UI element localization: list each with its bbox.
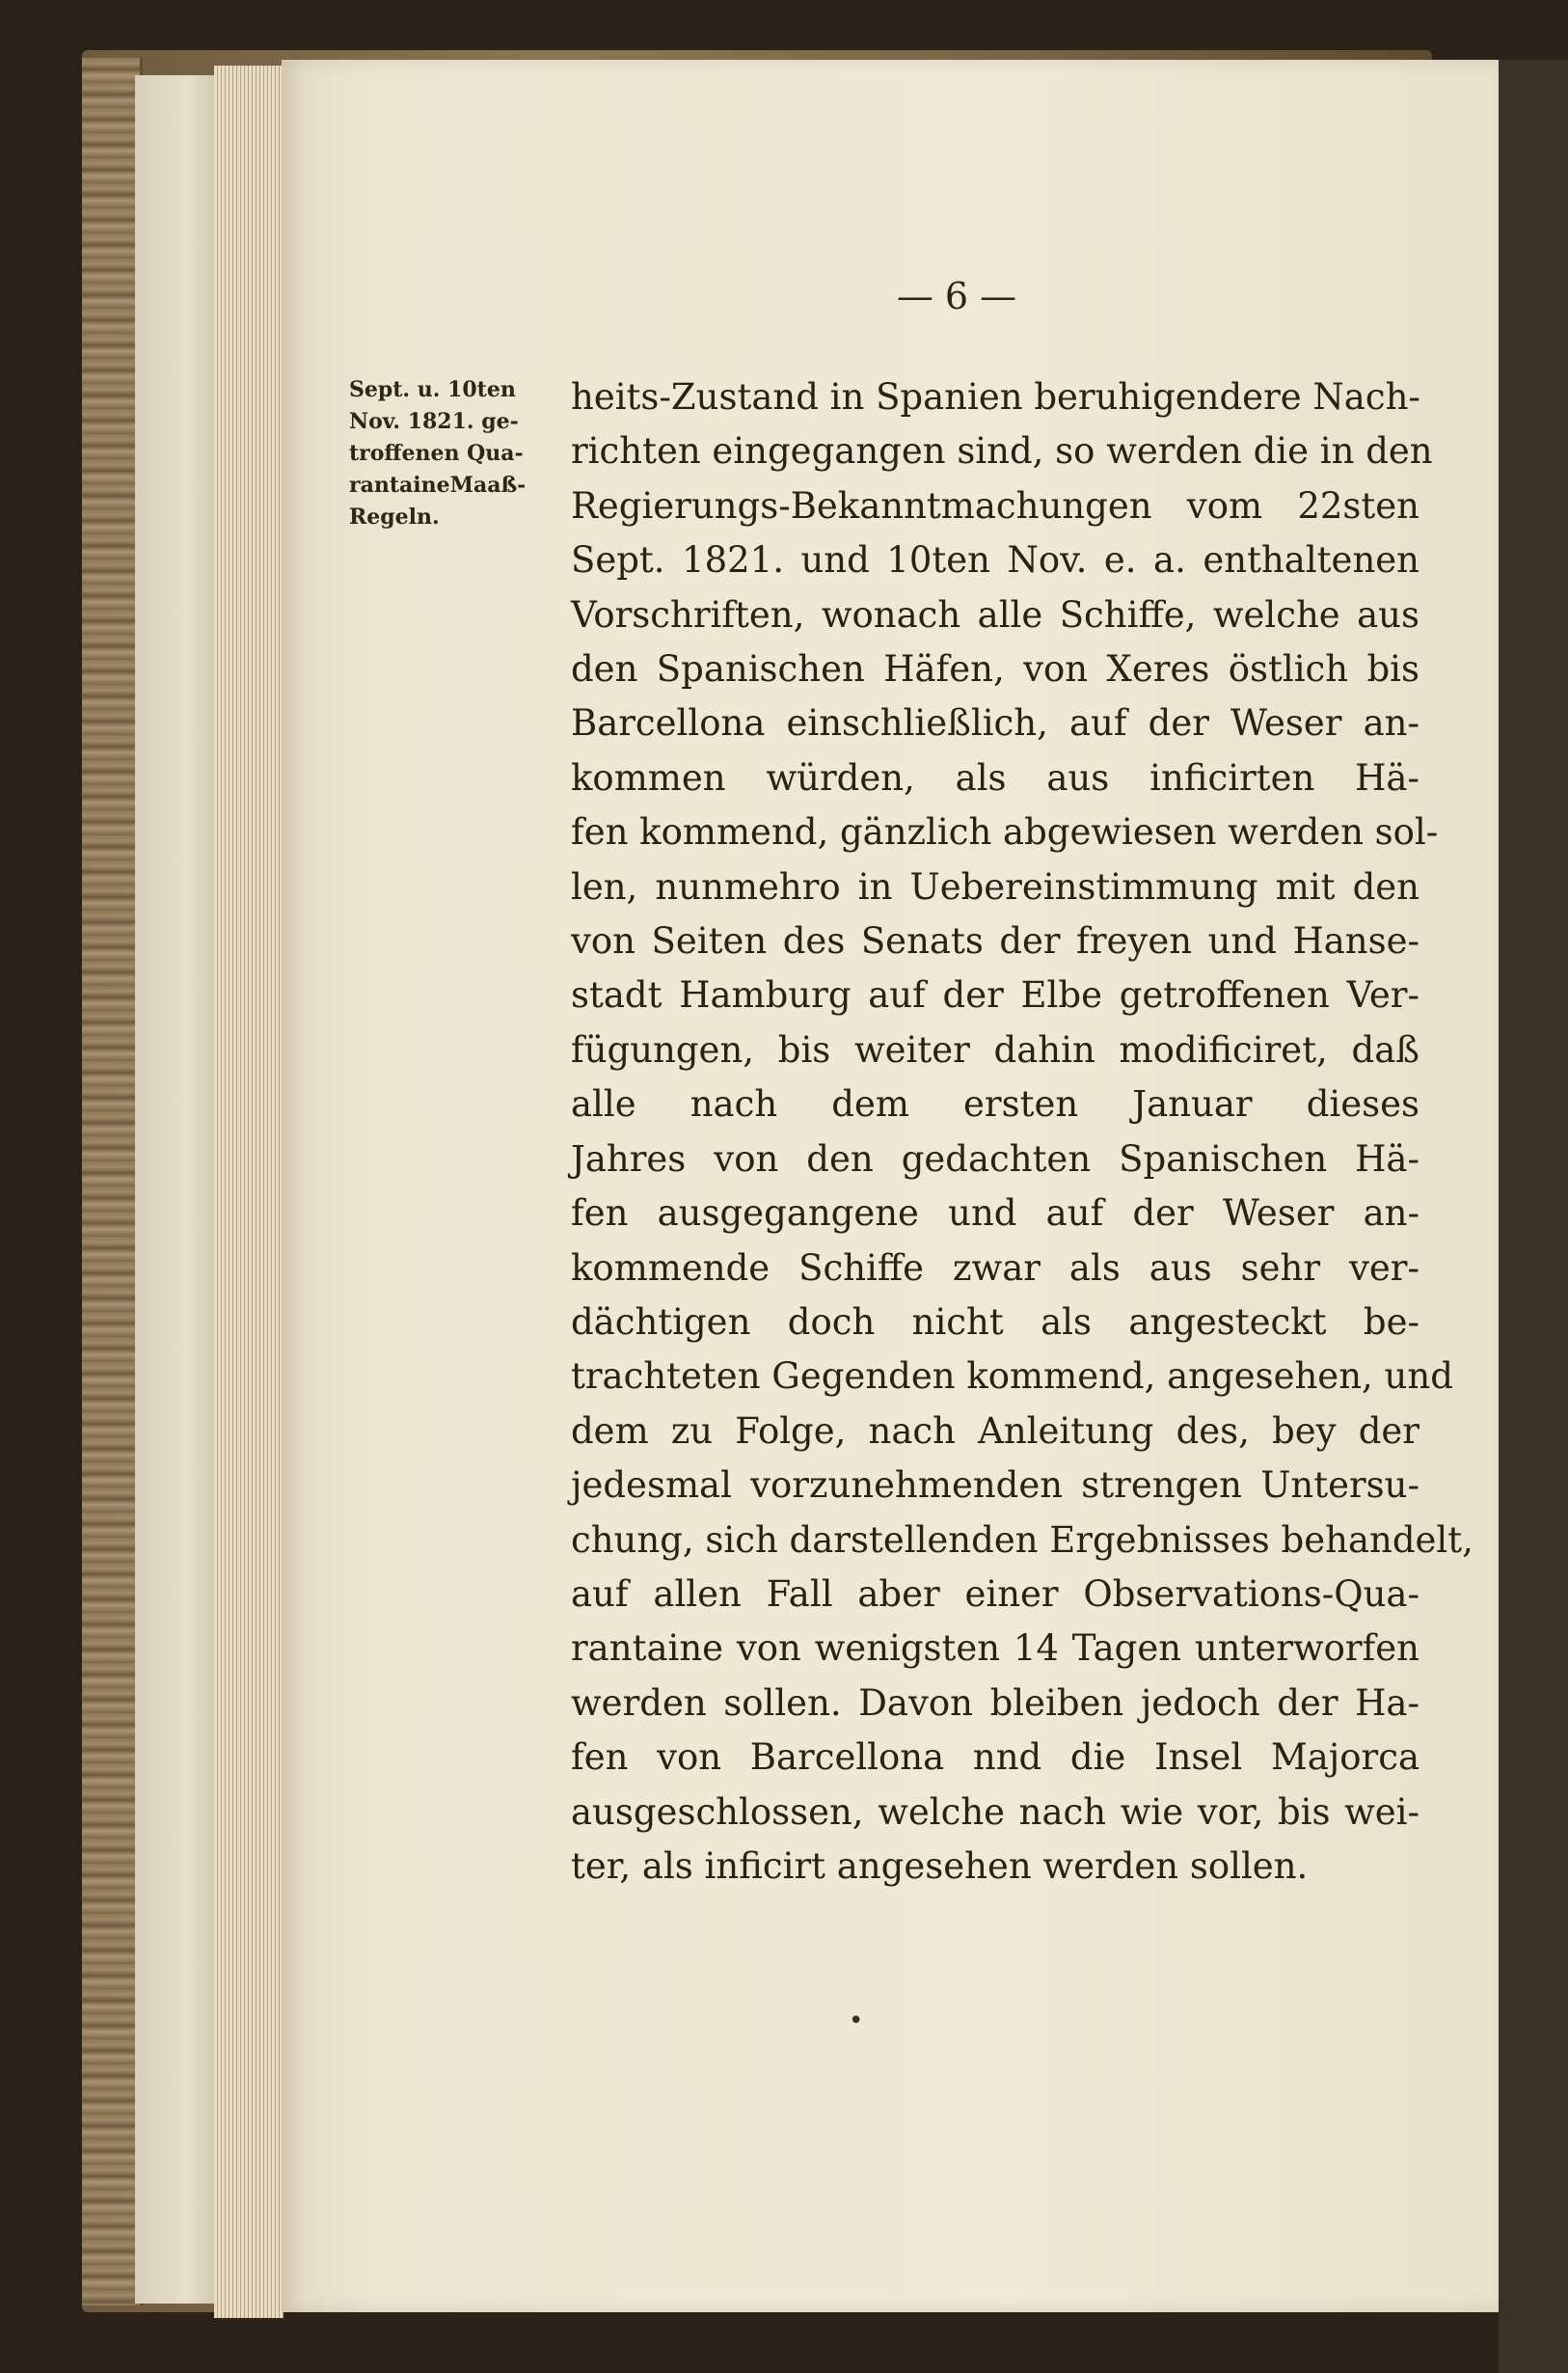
text-line: den Spanischen Häfen, von Xeres östlich bis bbox=[571, 648, 1419, 691]
text-line: kommende Schiffe zwar als aus sehr ver- bbox=[571, 1246, 1419, 1289]
text-line: fen ausgegangene und auf der Weser an- bbox=[571, 1192, 1419, 1235]
text-line: dem zu Folge, nach Anleitung des, bey der bbox=[571, 1409, 1419, 1452]
endpaper bbox=[135, 75, 222, 2304]
text-line: richten eingegangen sind, so werden die in den bbox=[571, 430, 1433, 473]
footer-mark: • bbox=[849, 2006, 864, 2035]
text-line: chung, sich darstellenden Ergebnisses behandelt, bbox=[571, 1518, 1473, 1561]
text-line: jedesmal vorzunehmenden strengen Untersu- bbox=[571, 1464, 1419, 1507]
text-line: fen von Barcellona nnd die Insel Majorca bbox=[571, 1736, 1419, 1779]
margin-note bbox=[349, 374, 571, 533]
text-line: auf allen Fall aber einer Observations-Qua- bbox=[571, 1572, 1419, 1615]
margin-note-line: Regeln. bbox=[349, 505, 440, 530]
text-line: trachteten Gegenden kommend, angesehen, und bbox=[571, 1355, 1453, 1398]
text-line: dächtigen doch nicht als angesteckt be- bbox=[571, 1300, 1419, 1343]
text-line: Vorschriften, wonach alle Schiffe, welche aus bbox=[571, 593, 1419, 636]
text-line: werden sollen. Davon bleiben jedoch der Ha- bbox=[571, 1681, 1419, 1724]
body-text bbox=[571, 370, 1473, 1894]
margin-note-line: rantaineMaaß- bbox=[349, 473, 527, 498]
page-number: — 6 — bbox=[896, 275, 1017, 317]
margin-note-line: troffenen Qua- bbox=[349, 441, 524, 466]
text-line: fen kommend, gänzlich abgewiesen werden sol- bbox=[571, 811, 1439, 854]
text-line: Barcellona einschließlich, auf der Weser an- bbox=[571, 702, 1419, 745]
page-edges bbox=[214, 66, 284, 2318]
text-line: Sept. 1821. und 10ten Nov. e. a. enthaltenen bbox=[571, 539, 1419, 582]
text-line: von Seiten des Senats der freyen und Hanse- bbox=[571, 920, 1419, 963]
text-line: fügungen, bis weiter dahin modificiret, daß bbox=[571, 1028, 1419, 1071]
text-line: Jahres von den gedachten Spanischen Hä- bbox=[571, 1137, 1419, 1180]
text-line: alle nach dem ersten Januar dieses bbox=[571, 1083, 1419, 1126]
text-line: ter, als inficirt angesehen werden sollen. bbox=[571, 1844, 1309, 1887]
text-line: stadt Hamburg auf der Elbe getroffenen Ver- bbox=[571, 974, 1419, 1017]
text-line: ausgeschlossen, welche nach wie vor, bis wei- bbox=[571, 1790, 1419, 1833]
margin-note-line: Sept. u. 10ten bbox=[349, 377, 516, 402]
book-spine bbox=[82, 58, 143, 2305]
margin-note-line: Nov. 1821. ge- bbox=[349, 409, 519, 434]
text-line: heits-Zustand in Spanien beruhigendere Nach- bbox=[571, 376, 1420, 418]
text-line: rantaine von wenigsten 14 Tagen unterworfen bbox=[571, 1627, 1419, 1670]
text-line: Regierungs-Bekanntmachungen vom 22sten bbox=[571, 484, 1419, 527]
text-line: kommen würden, als aus inficirten Hä- bbox=[571, 756, 1419, 799]
text-line: len, nunmehro in Uebereinstimmung mit den bbox=[571, 865, 1419, 908]
right-edge bbox=[1499, 60, 1568, 2373]
